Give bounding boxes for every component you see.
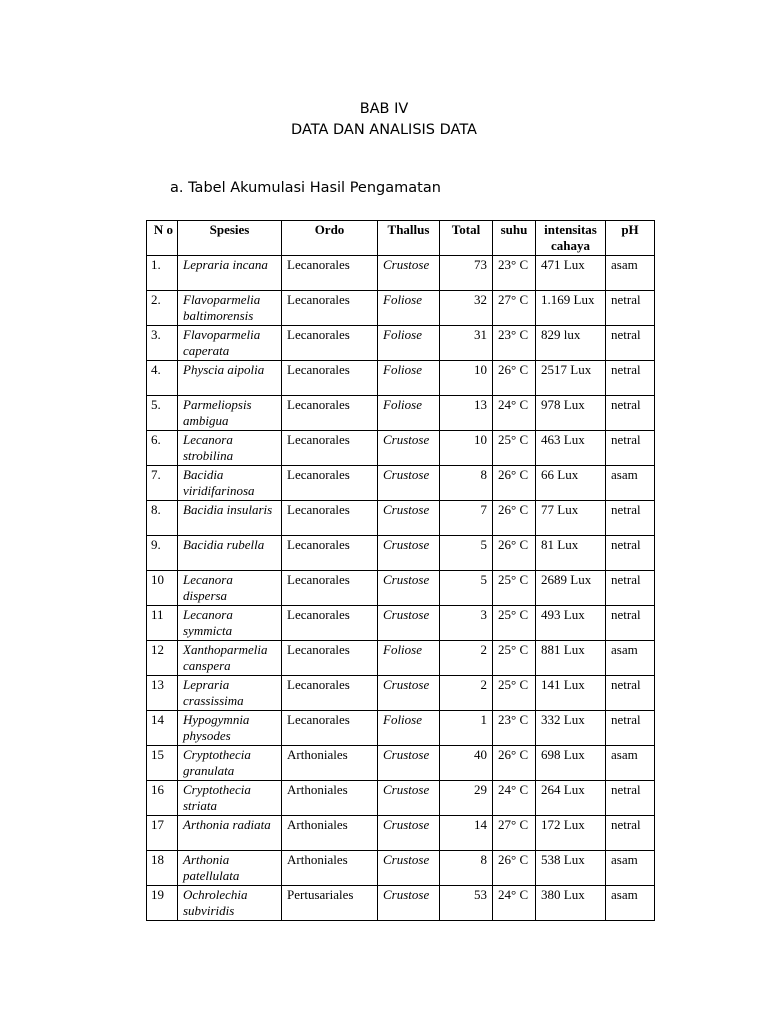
light-intensity-value: 332 Lux (536, 711, 606, 746)
row-number: 1. (147, 256, 178, 291)
order-name: Lecanorales (282, 571, 378, 606)
temperature-value: 24° C (493, 396, 536, 431)
ph-value: netral (606, 816, 655, 851)
light-intensity-value: 538 Lux (536, 851, 606, 886)
total-count: 5 (440, 571, 493, 606)
species-name: Lepraria incana (178, 256, 282, 291)
ph-value: netral (606, 361, 655, 396)
order-name: Lecanorales (282, 431, 378, 466)
row-number: 7. (147, 466, 178, 501)
order-name: Arthoniales (282, 851, 378, 886)
total-count: 7 (440, 501, 493, 536)
ph-value: asam (606, 746, 655, 781)
order-name: Lecanorales (282, 641, 378, 676)
thallus-type: Crustose (378, 851, 440, 886)
row-number: 5. (147, 396, 178, 431)
row-number: 6. (147, 431, 178, 466)
thallus-type: Crustose (378, 886, 440, 921)
order-name: Lecanorales (282, 326, 378, 361)
species-name: Lecanora strobilina (178, 431, 282, 466)
row-number: 14 (147, 711, 178, 746)
section-heading: a. Tabel Akumulasi Hasil Pengamatan (170, 180, 441, 196)
total-count: 13 (440, 396, 493, 431)
total-count: 29 (440, 781, 493, 816)
header-light-intensity: intensitas cahaya (536, 221, 606, 256)
species-name: Physcia aipolia (178, 361, 282, 396)
ph-value: netral (606, 536, 655, 571)
ph-value: netral (606, 711, 655, 746)
table-row (147, 431, 655, 466)
light-intensity-value: 471 Lux (536, 256, 606, 291)
temperature-value: 26° C (493, 746, 536, 781)
table-row (147, 256, 655, 291)
row-number: 4. (147, 361, 178, 396)
row-number: 16 (147, 781, 178, 816)
order-name: Arthoniales (282, 781, 378, 816)
chapter-title: DATA DAN ANALISIS DATA (291, 122, 477, 138)
light-intensity-value: 172 Lux (536, 816, 606, 851)
header-no: N o (147, 221, 178, 256)
species-name: Bacidia viridifarinosa (178, 466, 282, 501)
temperature-value: 23° C (493, 711, 536, 746)
species-name: Xanthoparmelia canspera (178, 641, 282, 676)
table-row (147, 361, 655, 396)
thallus-type: Crustose (378, 501, 440, 536)
order-name: Arthoniales (282, 746, 378, 781)
order-name: Lecanorales (282, 536, 378, 571)
ph-value: netral (606, 431, 655, 466)
light-intensity-value: 698 Lux (536, 746, 606, 781)
light-intensity-value: 829 lux (536, 326, 606, 361)
order-name: Lecanorales (282, 606, 378, 641)
light-intensity-value: 978 Lux (536, 396, 606, 431)
thallus-type: Crustose (378, 571, 440, 606)
row-number: 13 (147, 676, 178, 711)
total-count: 8 (440, 851, 493, 886)
order-name: Lecanorales (282, 396, 378, 431)
temperature-value: 27° C (493, 291, 536, 326)
light-intensity-value: 77 Lux (536, 501, 606, 536)
species-name: Lepraria crassissima (178, 676, 282, 711)
temperature-value: 24° C (493, 781, 536, 816)
thallus-type: Crustose (378, 816, 440, 851)
row-number: 3. (147, 326, 178, 361)
table-row (147, 851, 655, 886)
row-number: 10 (147, 571, 178, 606)
temperature-value: 26° C (493, 466, 536, 501)
species-name: Flavoparmelia caperata (178, 326, 282, 361)
light-intensity-value: 2689 Lux (536, 571, 606, 606)
species-name: Cryptothecia granulata (178, 746, 282, 781)
temperature-value: 24° C (493, 886, 536, 921)
total-count: 40 (440, 746, 493, 781)
row-number: 2. (147, 291, 178, 326)
table-row (147, 536, 655, 571)
table-row (147, 816, 655, 851)
ph-value: netral (606, 781, 655, 816)
table-row (147, 886, 655, 921)
ph-value: netral (606, 326, 655, 361)
light-intensity-value: 2517 Lux (536, 361, 606, 396)
thallus-type: Foliose (378, 326, 440, 361)
observation-table (146, 220, 655, 921)
row-number: 9. (147, 536, 178, 571)
temperature-value: 26° C (493, 501, 536, 536)
light-intensity-value: 264 Lux (536, 781, 606, 816)
table-row (147, 676, 655, 711)
thallus-type: Crustose (378, 536, 440, 571)
temperature-value: 25° C (493, 676, 536, 711)
total-count: 10 (440, 431, 493, 466)
header-species: Spesies (178, 221, 282, 256)
thallus-type: Foliose (378, 711, 440, 746)
ph-value: netral (606, 571, 655, 606)
thallus-type: Crustose (378, 431, 440, 466)
row-number: 11 (147, 606, 178, 641)
light-intensity-value: 881 Lux (536, 641, 606, 676)
species-name: Lecanora symmicta (178, 606, 282, 641)
ph-value: netral (606, 291, 655, 326)
order-name: Lecanorales (282, 501, 378, 536)
thallus-type: Foliose (378, 396, 440, 431)
order-name: Lecanorales (282, 676, 378, 711)
table-row (147, 396, 655, 431)
header-thallus: Thallus (378, 221, 440, 256)
thallus-type: Crustose (378, 606, 440, 641)
species-name: Bacidia insularis (178, 501, 282, 536)
table-row (147, 326, 655, 361)
light-intensity-value: 141 Lux (536, 676, 606, 711)
light-intensity-value: 380 Lux (536, 886, 606, 921)
table-row (147, 606, 655, 641)
table-row (147, 781, 655, 816)
thallus-type: Crustose (378, 256, 440, 291)
ph-value: asam (606, 256, 655, 291)
temperature-value: 26° C (493, 536, 536, 571)
row-number: 18 (147, 851, 178, 886)
total-count: 31 (440, 326, 493, 361)
row-number: 17 (147, 816, 178, 851)
ph-value: asam (606, 851, 655, 886)
species-name: Cryptothecia striata (178, 781, 282, 816)
table-row (147, 501, 655, 536)
table-row (147, 571, 655, 606)
order-name: Lecanorales (282, 256, 378, 291)
thallus-type: Crustose (378, 746, 440, 781)
header-ph: pH (606, 221, 655, 256)
chapter-heading: BAB IV (359, 101, 409, 117)
total-count: 10 (440, 361, 493, 396)
temperature-value: 26° C (493, 851, 536, 886)
ph-value: netral (606, 606, 655, 641)
temperature-value: 25° C (493, 571, 536, 606)
species-name: Bacidia rubella (178, 536, 282, 571)
species-name: Arthonia patellulata (178, 851, 282, 886)
temperature-value: 25° C (493, 431, 536, 466)
total-count: 3 (440, 606, 493, 641)
total-count: 5 (440, 536, 493, 571)
ph-value: asam (606, 466, 655, 501)
row-number: 15 (147, 746, 178, 781)
header-total: Total (440, 221, 493, 256)
total-count: 53 (440, 886, 493, 921)
temperature-value: 25° C (493, 606, 536, 641)
order-name: Lecanorales (282, 291, 378, 326)
total-count: 32 (440, 291, 493, 326)
temperature-value: 23° C (493, 256, 536, 291)
table-header-row (147, 221, 655, 256)
total-count: 8 (440, 466, 493, 501)
species-name: Hypogymnia physodes (178, 711, 282, 746)
thallus-type: Crustose (378, 466, 440, 501)
total-count: 1 (440, 711, 493, 746)
row-number: 8. (147, 501, 178, 536)
total-count: 73 (440, 256, 493, 291)
light-intensity-value: 66 Lux (536, 466, 606, 501)
ph-value: netral (606, 396, 655, 431)
table-row (147, 466, 655, 501)
species-name: Arthonia radiata (178, 816, 282, 851)
light-intensity-value: 81 Lux (536, 536, 606, 571)
temperature-value: 27° C (493, 816, 536, 851)
ph-value: asam (606, 886, 655, 921)
total-count: 14 (440, 816, 493, 851)
ph-value: netral (606, 501, 655, 536)
row-number: 12 (147, 641, 178, 676)
table-row (147, 746, 655, 781)
species-name: Parmeliopsis ambigua (178, 396, 282, 431)
table-row (147, 711, 655, 746)
order-name: Pertusariales (282, 886, 378, 921)
light-intensity-value: 493 Lux (536, 606, 606, 641)
row-number: 19 (147, 886, 178, 921)
header-order: Ordo (282, 221, 378, 256)
total-count: 2 (440, 676, 493, 711)
thallus-type: Foliose (378, 361, 440, 396)
species-name: Ochrolechia subviridis (178, 886, 282, 921)
order-name: Arthoniales (282, 816, 378, 851)
light-intensity-value: 1.169 Lux (536, 291, 606, 326)
ph-value: asam (606, 641, 655, 676)
light-intensity-value: 463 Lux (536, 431, 606, 466)
thallus-type: Foliose (378, 291, 440, 326)
order-name: Lecanorales (282, 361, 378, 396)
species-name: Flavoparmelia baltimorensis (178, 291, 282, 326)
temperature-value: 25° C (493, 641, 536, 676)
order-name: Lecanorales (282, 466, 378, 501)
table-row (147, 641, 655, 676)
temperature-value: 23° C (493, 326, 536, 361)
header-temperature: suhu (493, 221, 536, 256)
table-row (147, 291, 655, 326)
temperature-value: 26° C (493, 361, 536, 396)
order-name: Lecanorales (282, 711, 378, 746)
thallus-type: Foliose (378, 641, 440, 676)
thallus-type: Crustose (378, 676, 440, 711)
total-count: 2 (440, 641, 493, 676)
ph-value: netral (606, 676, 655, 711)
thallus-type: Crustose (378, 781, 440, 816)
species-name: Lecanora dispersa (178, 571, 282, 606)
